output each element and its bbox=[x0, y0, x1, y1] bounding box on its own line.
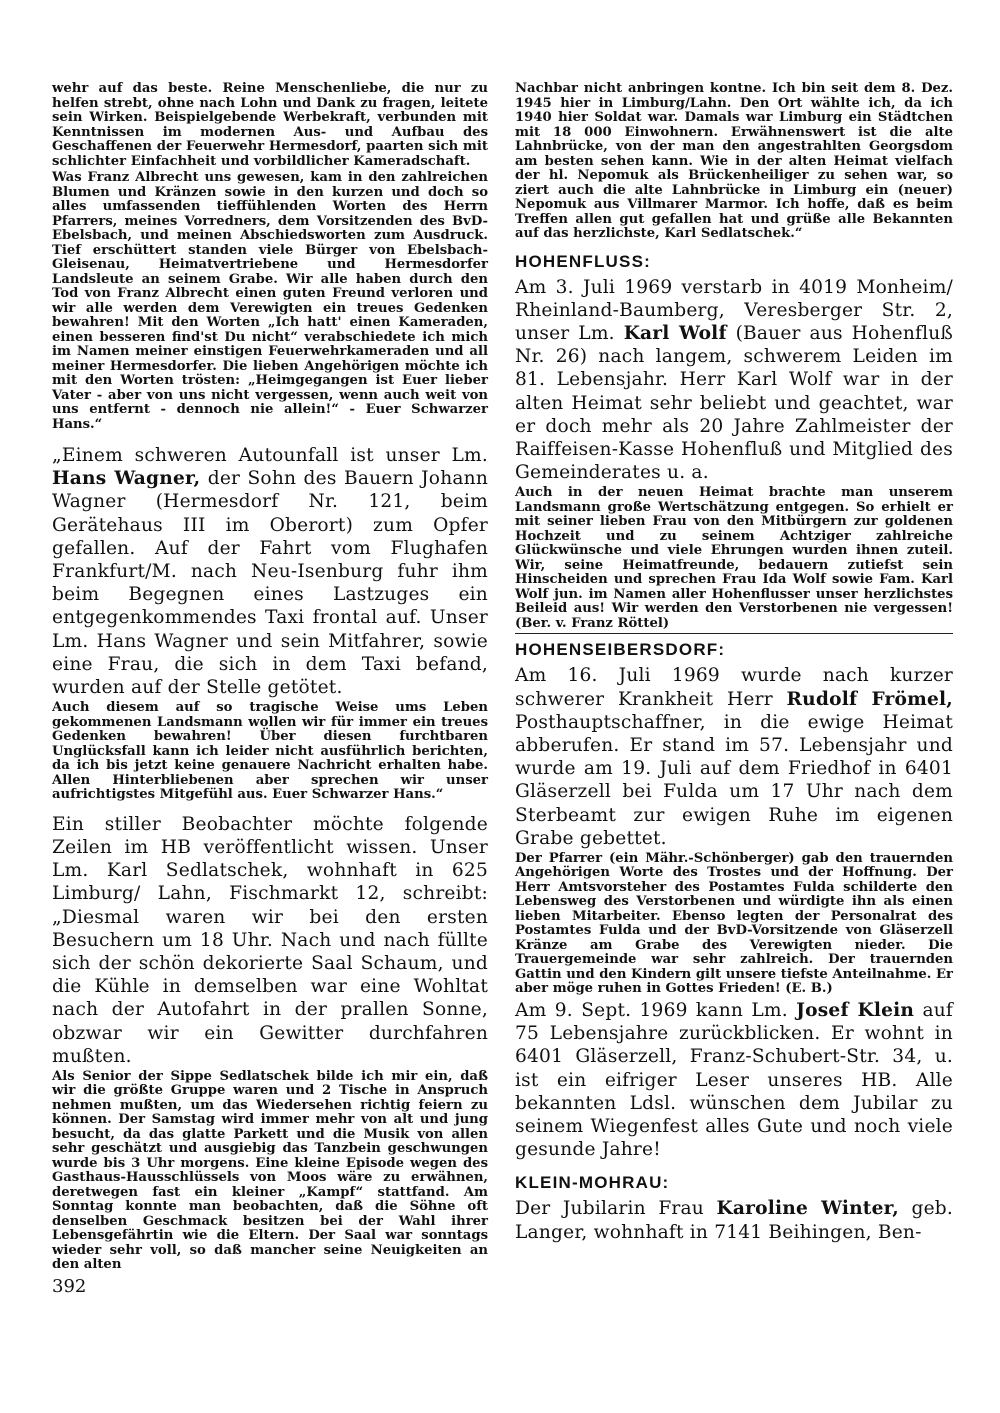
paragraph-limburg: Nachbar nicht anbringen kontne. Ich bin seit dem 8. Dez. 1945 hier in Limburg/Lahn. Den Ort wählte ich, da ich 1940 hier Soldat war. Damals war Limburg ein Städtchen mit 18 000 Einwohnern. Erwähnenswert ist die alte Lahnbrücke, von der man den angestrahlten Georgsdom am besten sehen kann. Wie in der alten Heimat vielfach der hl. Nepomuk als Brückenheiliger zu sehen war, so ziert auch die alte Lahnbrücke in Limburg ein (neuer) Nepomuk aus Villmarer Marmor. Ich hoffe, daß es beim Treffen allen gut gefallen hat und grüße alle Bekannten auf das herzlichste, Karl Sedlatschek.“ bbox=[515, 81, 953, 241]
heading-hohenseibersdorf: HOHENSEIBERSDORF: bbox=[515, 640, 726, 660]
paragraph-wagner: „Einem schweren Autounfall ist unser Lm. Hans Wagner, der Sohn des Bauern Johann Wagner (Hermesdorf Nr. 121, beim Gerätehaus III im Oberort) zum Opfer gefallen. Auf der Fahrt vom Flughafen Frankfurt/M. nach Neu-Isenburg fuhr ihm beim Begegnen eines Lastzuges ein entgegenkommendes Taxi frontal auf. Unser Lm. Hans Wagner und sein Mitfahrer, sowie eine Frau, die sich in dem Taxi befand, wurden auf der Stelle getötet. bbox=[52, 445, 488, 699]
name-hans-wagner: Hans Wagner, bbox=[52, 468, 201, 490]
name-josef-klein: Josef Klein bbox=[796, 999, 915, 1021]
paragraph-froemel-2: Der Pfarrer (ein Mähr.-Schönberger) gab den trauernden Angehörigen Worte des Trostes und der Hoffnung. Der Herr Amtsvorsteher des Postamtes Fulda schilderte den Lebensweg des Verstorbenen und würdigte ihn als einen lieben Mitarbeiter. Ebenso legten der Personalrat des Postamtes Fulda und der BvD-Vorsitzende von Gläserzell Kränze am Grabe des Verewigten nieder. Die Trauergemeinde war sehr zahlreich. Der trauernden Gattin und den Kindern gilt unsere tiefste Anteilnahme. Er aber möge ruhen in Gottes Frieden! (E. B.) bbox=[515, 850, 953, 997]
paragraph-wagner-condolence: Auch diesem auf so tragische Weise ums Leben gekommenen Landsmann wollen wir für immer ein treues Gedenken bewahren! Über diesen furchtbaren Unglücksfall kann ich leider nicht ausführlich berichten, da ich bis jetzt keine genauere Nachricht erhalten habe. Allen Hinterbliebenen aber sprechen wir unser aufrichtigstes Mitgefühl aus. Euer Schwarzer Hans.“ bbox=[52, 700, 488, 803]
left-column bbox=[52, 82, 488, 1275]
name-karl-wolf: Karl Wolf bbox=[623, 322, 727, 344]
name-karoline-winter: Karoline Winter, bbox=[716, 1198, 899, 1220]
page-number: 392 bbox=[52, 1276, 87, 1297]
paragraph-froemel: Am 16. Juli 1969 wurde nach kurzer schwerer Krankheit Herr Rudolf Frömel, Posthauptschaffner, in die ewige Heimat abberufen. Er stand im 57. Lebensjahr und wurde am 19. Juli auf dem Friedhof in 6401 Gläserzell bei Fulda um 17 Uhr nach dem Sterbeamt zur ewigen Ruhe im eigenen Grabe gebettet. bbox=[515, 665, 953, 849]
heading-hohenfluss: HOHENFLUSS: bbox=[515, 251, 651, 271]
right-column bbox=[515, 82, 953, 1246]
divider bbox=[515, 633, 953, 634]
paragraph-sedlatschek-2: Als Senior der Sippe Sedlatschek bilde ich mir ein, daß wir die größte Gruppe waren und 2 Tische in Anspruch nehmen mußten, um das Wiedersehen richtig feiern zu können. Der Samstag wird immer mehr von alt und jung besucht, da das glatte Parkett und die Musik von allen sehr geschätzt und ausgiebig das Tanzbein geschwungen wurde bis 3 Uhr morgens. Eine kleine Episode wegen des Gasthaus-Hausschlüssels von Moos wäre zu erwähnen, deretwegen fast ein kleiner „Kampf“ stattfand. Am Sonntag konnte man beobachten, daß die Söhne oft denselben Geschmack besitzen bei der Wahl ihrer Lebensgefährtin wie die Eltern. Der Saal war sonntags wieder sehr voll, so daß mancher seine Neuigkeiten an den alten bbox=[52, 1068, 488, 1273]
paragraph-sedlatschek: Ein stiller Beobachter möchte folgende Zeilen im HB veröffentlicht wissen. Unser Lm. Karl Sedlatschek, wohnhaft in 625 Limburg/ Lahn, Fischmarkt 12, schreibt: „Diesmal waren wir bei den ersten Besuchern um 18 Uhr. Nach und nach füllte sich der schön dekorierte Saal Schaum, und die Kühle in demselben war eine Wohltat nach der Autofahrt in der prallen Sonne, obzwar wir ein Gewitter durchfahren mußten. bbox=[52, 813, 488, 1067]
heading-klein-mohrau: KLEIN-MOHRAU: bbox=[515, 1173, 670, 1193]
paragraph-albrecht-2: Was Franz Albrecht uns gewesen, kam in den zahlreichen Blumen und Kränzen sowie in den kurzen und doch so alles umfassenden tieffühlenden Worten des Herrn Pfarrers, meines Vorredners, dem Vorsitzenden des BvD-Ebelsbach, und meinen Abschiedsworten zum Ausdruck. Tief erschüttert standen viele Bürger von Ebelsbach-Gleisenau, Heimatvertriebene und Hermesdorfer Landsleute an seinem Grabe. Wir alle haben durch den Tod von Franz Albrecht einen guten Freund verloren und wir alle werden dem Verewigten ein treues Gedenken bewahren! Mit den Worten „Ich hatt' einen Kameraden, einen besseren find'st Du nicht“ verabschiedete ich mich im Namen meiner einstigen Feuerwehrkameraden und all meiner Hermesdorfer. Die lieben Angehörigen möchte ich mit den Worten trösten: „Heimgegangen ist Euer lieber Vater - aber von uns nicht vergessen, wenn auch weit von uns entfernt - dennoch nie allein!“ - Euer Schwarzer Hans.“ bbox=[52, 170, 488, 432]
paragraph-hohenfluss: Am 3. Juli 1969 verstarb in 4019 Monheim/ Rheinland-Baumberg, Veresberger Str. 2, unser Lm. Karl Wolf (Bauer aus Hohenfluß Nr. 26) nach langem, schwerem Leiden im 81. Lebensjahr. Herr Karl Wolf war in der alten Heimat sehr beliebt und geachtet, war er doch mehr als 20 Jahre Zahlmeister der Raiffeisen-Kasse Hohenfluß und Mitglied des Gemeinderates u. a. bbox=[515, 276, 954, 484]
name-rudolf-froemel: Rudolf Frömel, bbox=[786, 688, 953, 710]
paragraph-klein: Am 9. Sept. 1969 kann Lm. Josef Klein auf 75 Lebensjahre zurückblicken. Er wohnt in 6401 Gläserzell, Franz-Schubert-Str. 34, u. ist ein eifriger Leser unseres HB. Alle bekannten Ldsl. wünschen dem Jubilar zu seinem Wiegenfest alles Gute und noch viele gesunde Jahre! bbox=[515, 999, 953, 1161]
paragraph-winter: Der Jubilarin Frau Karoline Winter, geb. Langer, wohnhaft in 7141 Beihingen, Ben- bbox=[515, 1198, 953, 1243]
paragraph-hohenfluss-2: Auch in der neuen Heimat brachte man unserem Landsmann große Wertschätzung entgegen. So erhielt er mit seiner lieben Frau von den Mitbürgern zur goldenen Hochzeit und zu seinem Achtziger zahlreiche Glückwünsche und viele Ehrungen wurden ihnen zuteil. Wir, seine Heimatfreunde, bedauern zutiefst sein Hinscheiden und sprechen Frau Ida Wolf sowie Fam. Karl Wolf jun. im Namen aller Hohenflusser unser herzlichstes Beileid aus! Wir werden den Verstorbenen nie vergessen! (Ber. v. Franz Röttel) bbox=[515, 485, 953, 631]
paragraph-albrecht-1: wehr auf das beste. Reine Menschenliebe, die nur zu helfen strebt, ohne nach Lohn und Dank zu fragen, leitete sein Wirken. Beispielgebende Werbekraft, verbunden mit Kenntnissen im modernen Aus- und Aufbau des Geschaffenen der Feuerwehr Hermesdorf, paarten sich mit schlichter Einfachheit und vorbildlicher Kameradschaft. bbox=[52, 81, 488, 169]
